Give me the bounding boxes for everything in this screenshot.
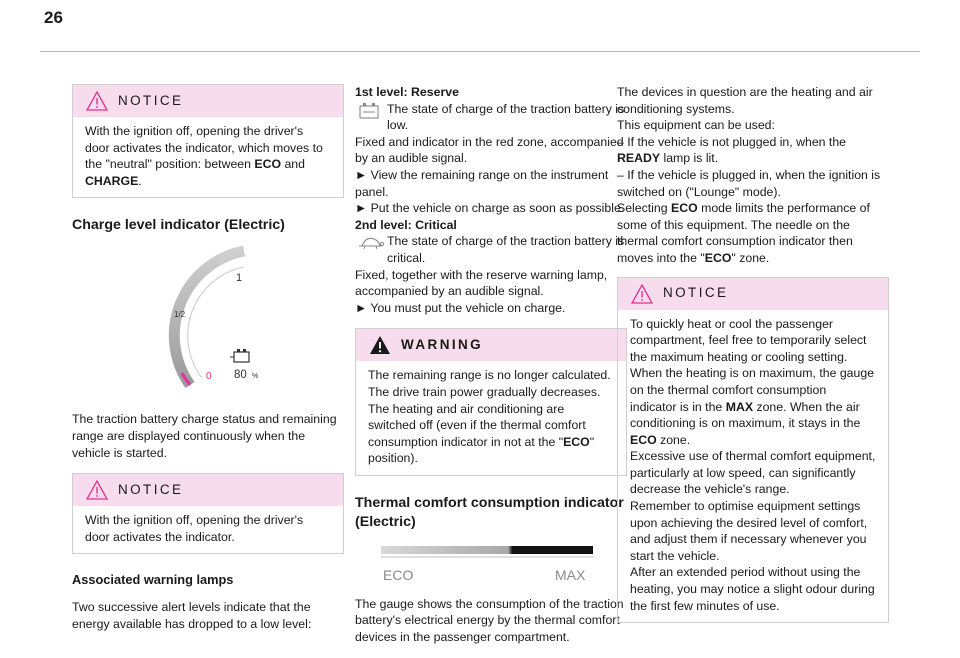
max-term: MAX	[725, 399, 754, 414]
gauge-unit: %	[252, 373, 259, 381]
column-2	[355, 84, 627, 658]
thermal-description: The gauge shows the consumption of the traction battery's electrical energy by the thermal comfort devices in the passenger compartment.	[355, 596, 624, 645]
eco-term: ECO	[630, 432, 657, 447]
warning-text: " position).	[368, 434, 595, 466]
ready-term: READY	[617, 151, 661, 166]
battery-icon	[230, 349, 249, 362]
sub-heading-warning-lamps: Associated warning lamps	[72, 572, 234, 588]
eco-term: ECO	[563, 434, 590, 449]
page-number: 26	[44, 8, 63, 27]
warning-text: The remaining range is no longer calculated. The drive train power gradually decreases. The heating and air conditioning are switched off (even if the thermal comfort consumption indicator in not at the "	[368, 368, 611, 449]
turtle-icon	[355, 233, 387, 253]
notice-paragraph: Excessive use of thermal comfort equipment, particularly at low speed, can significantly decrease the vehicle's range.	[630, 449, 876, 497]
charge-level-gauge-illustration	[152, 245, 276, 397]
notice-title: NOTICE	[118, 481, 184, 497]
level1-row	[355, 101, 627, 134]
notice-title: NOTICE	[663, 285, 729, 301]
eco-selection-text: Selecting ECO mode limits the performance of some of this equipment. The needle on the thermal comfort consumption indicator then moves into the "ECO" zone.	[617, 201, 870, 265]
level1-title: 1st level: Reserve	[355, 85, 459, 99]
eco-term: ECO	[704, 250, 732, 265]
equipment-used: This equipment can be used:	[617, 118, 775, 133]
warning-title: WARNING	[401, 337, 484, 353]
notice-body	[73, 117, 343, 197]
battery-icon	[355, 101, 387, 121]
column-1	[72, 84, 344, 644]
notice-paragraph: To quickly heat or cool the passenger compartment, feel free to temporarily select the maximum heating or cooling setting.	[630, 316, 867, 364]
notice-box-3	[617, 277, 889, 624]
top-rule	[40, 51, 920, 52]
column-3	[617, 84, 889, 641]
warning-triangle-icon	[631, 284, 653, 304]
level2-desc: The state of charge of the traction battery is critical.	[387, 234, 625, 265]
level2-row	[355, 233, 627, 266]
warning-levels-intro: Two successive alert levels indicate that the energy available has dropped to a low level:	[72, 599, 312, 631]
notice-box-2	[72, 473, 344, 554]
notice-text: .	[138, 173, 142, 188]
charge-term: CHARGE	[85, 173, 139, 188]
gauge-label-0: 0	[206, 371, 212, 383]
warning-triangle-icon	[86, 91, 108, 111]
warning-body	[356, 361, 626, 475]
gauge-label-1: 1	[236, 272, 243, 285]
level2-line: Fixed, together with the reserve warning lamp, accompanied by an audible signal.	[355, 267, 608, 299]
thermal-max-label: MAX	[555, 566, 586, 583]
usage-condition-1: – If the vehicle is not plugged in, when the READY lamp is lit.	[617, 134, 847, 166]
usage-condition-2: – If the vehicle is plugged in, when the ignition is switched on ("Lounge" mode).	[617, 167, 881, 199]
thermal-comfort-gauge-illustration	[377, 542, 595, 586]
gauge-value: 80	[234, 369, 247, 382]
notice-body: With the ignition off, opening the driver's door activates the indicator.	[85, 513, 304, 544]
notice-header	[73, 85, 343, 117]
level1-bullet1: ► View the remaining range on the instrument panel.	[355, 167, 609, 199]
notice-header	[618, 278, 888, 310]
charge-description: The traction battery charge status and remaining range are displayed continuously when the vehicle is started.	[72, 412, 337, 460]
section-heading-charge-level: Charge level indicator (Electric)	[72, 217, 285, 234]
level2-title: 2nd level: Critical	[355, 217, 457, 232]
notice-body	[618, 310, 888, 623]
notice-paragraph: Remember to optimise equipment settings upon achieving the desired level of comfort, and adjust them if necessary whenever you start the vehicle.	[630, 499, 868, 563]
level1-desc: The state of charge of the traction battery is low.	[387, 101, 625, 133]
notice-title: NOTICE	[118, 92, 184, 108]
section-heading-thermal: Thermal comfort consumption indicator (Electric)	[355, 494, 624, 530]
notice-text: With the ignition off, opening the driver's door activates the indicator, which moves to the "neutral" position: between	[85, 124, 323, 172]
level1-line: Fixed and indicator in the red zone, accompanied by an audible signal.	[355, 134, 624, 166]
thermal-bar	[381, 546, 593, 554]
warning-box	[355, 328, 627, 476]
eco-term: ECO	[671, 201, 698, 216]
eco-term: ECO	[254, 157, 282, 172]
level1-bullet2: ► Put the vehicle on charge as soon as possible.	[355, 201, 625, 216]
warning-header	[356, 329, 626, 361]
notice-paragraph: After an extended period without using the heating, you may notice a slight odour during the first few minutes of use.	[630, 565, 875, 613]
notice-text: and	[281, 157, 305, 172]
warning-triangle-icon	[369, 335, 391, 355]
devices-intro: The devices in question are the heating and air conditioning systems.	[617, 85, 873, 116]
thermal-eco-label: ECO	[383, 566, 414, 583]
gauge-label-half: 1/2	[174, 310, 186, 320]
warning-triangle-icon	[86, 480, 108, 500]
notice-header	[73, 474, 343, 506]
level2-bullet1: ► You must put the vehicle on charge.	[355, 300, 566, 315]
notice-box-1	[72, 84, 344, 198]
notice-paragraph: When the heating is on maximum, the gauge on the thermal comfort consumption indicator is in the MAX zone. When the air conditioning is on maximum, it stays in the ECO zone.	[630, 366, 875, 447]
